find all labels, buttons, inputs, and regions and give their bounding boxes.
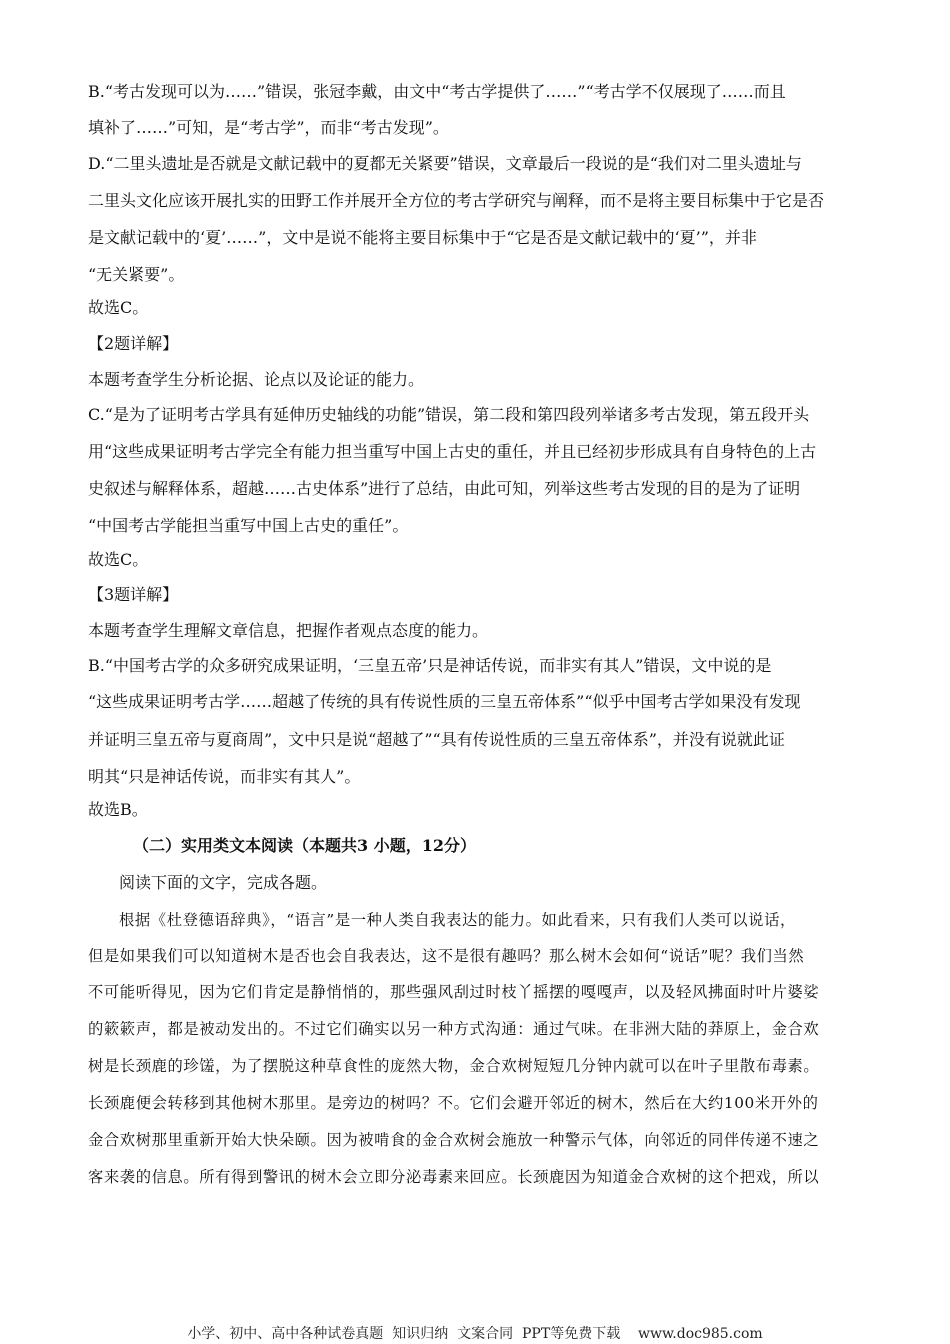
page-footer: 小学、初中、高中各种试卷真题 知识归纳 文案合同 PPT等免费下载 www.doc985.com (187, 1326, 763, 1342)
text-line: B.“中国考古学的众多研究成果证明，‘三皇五帝’只是神话传说，而非实有其人”错误，文中说的是 (88, 656, 772, 675)
passage-line: 但是如果我们可以知道树木是否也会自我表达，这不是很有趣吗？那么树木会如何“说话”呢？我们当然 (88, 947, 805, 965)
passage-line: 金合欢树那里重新开始大快朵颐。因为被啃食的金合欢树会施放一种警示气体，向邻近的同伴传递不速之 (88, 1131, 820, 1149)
text-line: 本题考查学生理解文章信息，把握作者观点态度的能力。 (88, 621, 489, 640)
text-line: 用“这些成果证明考古学完全有能力担当重写中国上古史的重任，并且已经初步形成具有自身特色的上古 (88, 442, 817, 461)
text-line: “无关紧要”。 (88, 265, 185, 284)
section-heading-q3: 【3题详解】 (88, 585, 179, 604)
passage-line: 客来袭的信息。所有得到警讯的树木会立即分泌毒素来回应。长颈鹿因为知道金合欢树的这个把戏，所以 (88, 1168, 820, 1186)
text-line: 本题考查学生分析论据、论点以及论证的能力。 (88, 370, 425, 389)
passage-line: 长颈鹿便会转移到其他树木那里。是旁边的树吗？不。它们会避开邻近的树木，然后在大约100米开外的 (88, 1094, 819, 1112)
text-line: 并证明三皇五帝与夏商周”，文中只是说“超越了”“具有传说性质的三皇五帝体系”，并没有说就此证 (88, 730, 785, 749)
text-line: 史叙述与解释体系，超越……古史体系”进行了总结，由此可知，列举这些考古发现的目的是为了证明 (88, 479, 801, 498)
text-line: D.“二里头遗址是否就是文献记载中的夏都无关紧要”错误，文章最后一段说的是“我们对二里头遗址与 (88, 154, 802, 173)
text-line: C.“是为了证明考古学具有延伸历史轴线的功能”错误，第二段和第四段列举诸多考古发现，第五段开头 (88, 405, 810, 424)
section-heading-q2: 【2题详解】 (88, 334, 179, 353)
text-line: 填补了……”可知，是“考古学”，而非“考古发现”。 (88, 118, 449, 137)
passage-line: 根据《杜登德语辞典》，“语言”是一种人类自我表达的能力。如此看来，只有我们人类可以说话， (119, 911, 796, 929)
text-line: B.“考古发现可以为……”错误，张冠李戴，由文中“考古学提供了……”“考古学不仅展现了……而且 (88, 82, 786, 101)
passage-line: 的簌簌声，都是被动发出的。不过它们确实以另一种方式沟通：通过气味。在非洲大陆的莽原上，金合欢 (88, 1020, 820, 1038)
section-title: （二）实用类文本阅读（本题共3 小题，12分） (133, 836, 476, 855)
text-line: “中国考古学能担当重写中国上古史的重任”。 (88, 516, 409, 535)
passage-line: 不可能听得见，因为它们肯定是静悄悄的，那些强风刮过时枝丫摇摆的嘎嘎声，以及轻风拂面时叶片婆娑 (88, 983, 820, 1001)
text-line: 明其“只是神话传说，而非实有其人”。 (88, 767, 361, 786)
text-line: 故选C。 (88, 298, 149, 317)
text-line: “这些成果证明考古学……超越了传统的具有传说性质的三皇五帝体系”“似乎中国考古学如果没有发现 (88, 692, 801, 711)
text-line: 是文献记载中的‘夏’……”，文中是说不能将主要目标集中于“它是否是文献记载中的‘夏’”，并非 (88, 228, 757, 247)
text-line: 故选C。 (88, 550, 149, 569)
text-line: 故选B。 (88, 800, 148, 819)
text-line: 二里头文化应该开展扎实的田野工作并展开全方位的考古学研究与阐释，而不是将主要目标集中于它是否 (88, 191, 825, 210)
instruction-line: 阅读下面的文字，完成各题。 (119, 873, 328, 892)
passage-line: 树是长颈鹿的珍馐，为了摆脱这种草食性的庞然大物，金合欢树短短几分钟内就可以在叶子里散布毒素。 (88, 1057, 820, 1075)
